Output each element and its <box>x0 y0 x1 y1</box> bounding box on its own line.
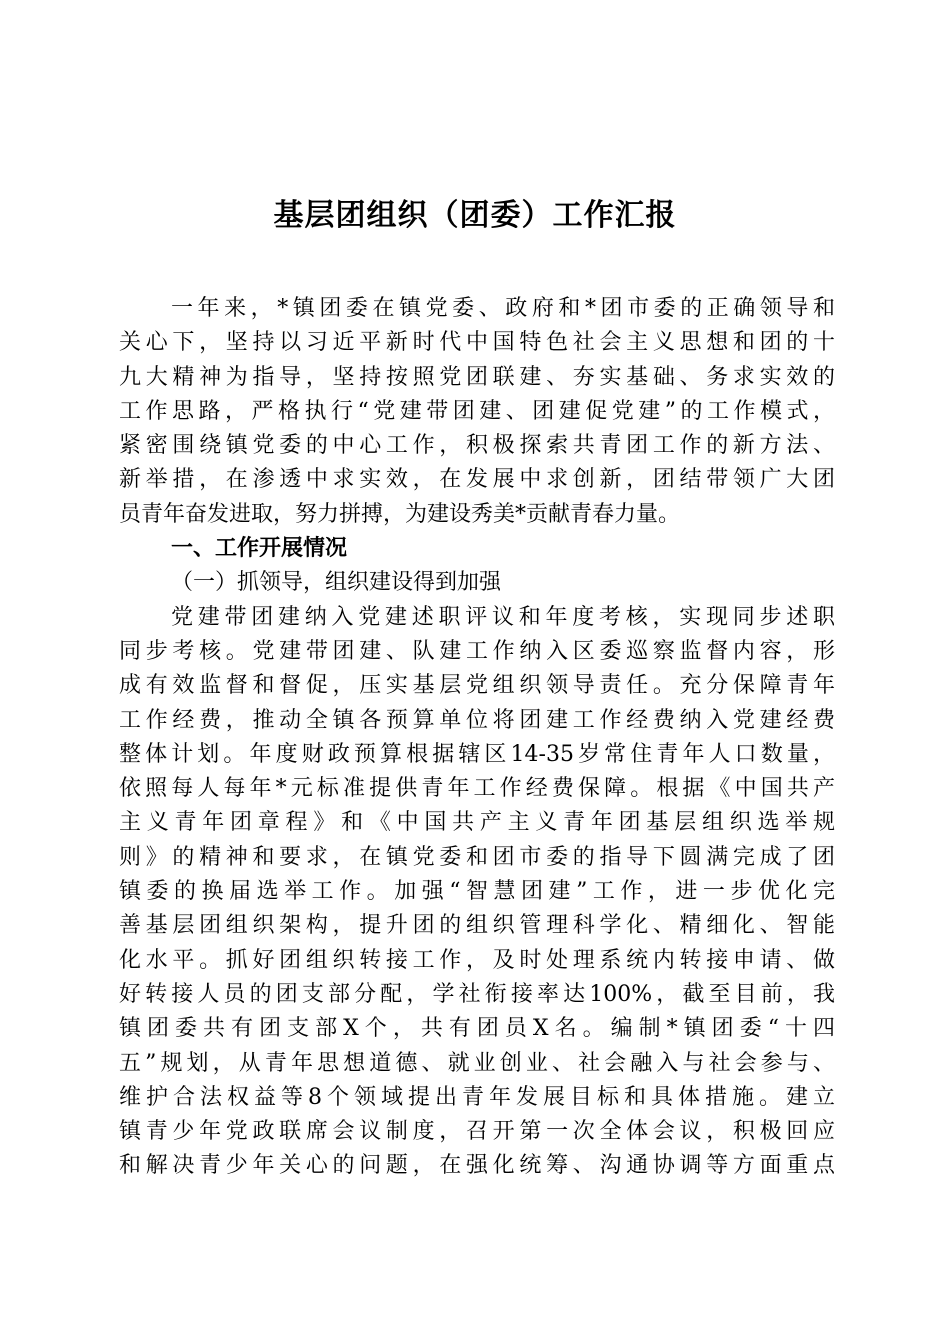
paragraph-line: 五”规划，从青年思想道德、就业创业、社会融入与社会参与、 <box>119 1050 835 1076</box>
intro-line: 一年来，*镇团委在镇党委、政府和*团市委的正确领导和 <box>171 296 835 321</box>
intro-line: 新举措，在渗透中求实效，在发展中求创新，团结带领广大团 <box>119 467 835 493</box>
paragraph-line: 善基层团组织架构，提升团的组织管理科学化、精细化、智能 <box>119 913 835 939</box>
paragraph-line: 好转接人员的团支部分配，学社衔接率达100%，截至目前，我 <box>119 981 835 1007</box>
paragraph-line: 化水平。抓好团组织转接工作，及时处理系统内转接申请、做 <box>119 947 835 973</box>
paragraph-line: 主义青年团章程》和《中国共产主义青年团基层组织选举规 <box>119 810 835 836</box>
paragraph-line: 成有效监督和督促，压实基层党组织领导责任。充分保障青年 <box>119 673 835 699</box>
document-title: 基层团组织（团委）工作汇报 <box>273 198 677 233</box>
section-heading: 一、工作开展情况 <box>171 536 348 562</box>
paragraph-line: 党建带团建纳入党建述职评议和年度考核，实现同步述职 <box>171 604 835 630</box>
paragraph-line: 维护合法权益等8个领域提出青年发展目标和具体措施。建立 <box>119 1084 835 1110</box>
paragraph-line: 镇委的换届选举工作。加强“智慧团建”工作，进一步优化完 <box>119 879 835 905</box>
document-body <box>119 292 835 1184</box>
paragraph-line: 镇团委共有团支部X个，共有团员X名。编制*镇团委“十四 <box>119 1016 835 1042</box>
paragraph-line: 依照每人每年*元标准提供青年工作经费保障。根据《中国共产 <box>119 776 835 802</box>
intro-line: 员青年奋发进取，努力拼搏，为建设秀美*贡献青春力量。 <box>119 501 681 527</box>
paragraph-line: 则》的精神和要求，在镇党委和团市委的指导下圆满完成了团 <box>119 844 835 870</box>
paragraph-line: 整体计划。年度财政预算根据辖区14-35岁常住青年人口数量， <box>119 741 835 767</box>
paragraph-line: 同步考核。党建带团建、队建工作纳入区委巡察监督内容，形 <box>119 638 835 664</box>
paragraph-line: 镇青少年党政联席会议制度，召开第一次全体会议，积极回应 <box>119 1119 835 1145</box>
paragraph-line: 工作经费，推动全镇各预算单位将团建工作经费纳入党建经费 <box>119 707 835 733</box>
intro-line: 工作思路，严格执行“党建带团建、团建促党建”的工作模式， <box>119 398 835 424</box>
subsection-heading: （一）抓领导，组织建设得到加强 <box>171 570 502 596</box>
paragraph-line: 和解决青少年关心的问题，在强化统筹、沟通协调等方面重点 <box>119 1153 835 1179</box>
intro-line: 关心下，坚持以习近平新时代中国特色社会主义思想和团的十 <box>119 330 835 356</box>
intro-line: 九大精神为指导，坚持按照党团联建、夯实基础、务求实效的 <box>119 364 835 390</box>
intro-line: 紧密围绕镇党委的中心工作，积极探索共青团工作的新方法、 <box>119 433 835 459</box>
